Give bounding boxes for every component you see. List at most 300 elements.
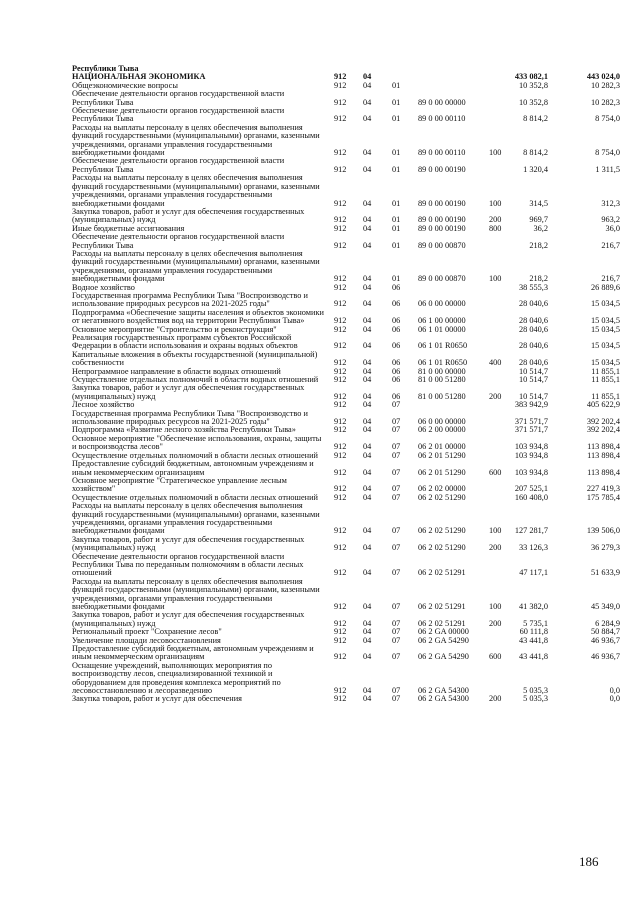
amount-first-year: 38 555,3	[518, 282, 548, 292]
amount-first-year: 28 040,6	[518, 316, 548, 326]
target-item-code: 06 2 02 51290	[418, 526, 466, 536]
ministry-code: 912	[334, 164, 347, 174]
ministry-code: 912	[334, 602, 347, 611]
section-code: 04	[363, 618, 372, 628]
amount-second-year: 45 349,0	[590, 602, 620, 611]
ministry-code: 912	[334, 366, 347, 376]
ministry-code: 912	[334, 72, 347, 82]
amount-first-year: 41 382,0	[518, 602, 548, 611]
amount-second-year: 36 279,3	[590, 543, 620, 553]
subsection-code: 01	[392, 274, 401, 284]
row-name: Расходы на выплаты персоналу в целях обеспечения выполнения функций государственными (муниципальными) органами, казенными учреждениями, органами управления государственными внебюджетными фондами	[72, 501, 320, 536]
section-code: 04	[363, 80, 372, 90]
amount-first-year: 36,2	[533, 223, 548, 233]
row-name: Осуществление отдельных полномочий в области лесных отношений	[72, 450, 318, 460]
row-name: Расходы на выплаты персоналу в целях обеспечения выполнения функций государственными (муниципальными) органами, казенными учреждениями, органами управления государственными внебюджетными фондами	[72, 248, 320, 284]
target-item-code: 06 2 GA 00000	[418, 627, 469, 637]
target-item-code: 06 2 GA 54290	[418, 635, 469, 645]
table-row	[72, 553, 620, 578]
ministry-code: 912	[334, 324, 347, 334]
subsection-code: 06	[392, 375, 401, 385]
amount-second-year: 15 034,5	[590, 316, 620, 326]
row-name: Основное мероприятие "Стратегическое управление лесным хозяйством"	[72, 475, 287, 494]
amount-second-year: 8 754,0	[595, 148, 620, 158]
expense-type-code: 100	[489, 602, 502, 611]
target-item-code: 06 2 02 51291	[418, 618, 466, 628]
subsection-code: 07	[392, 484, 401, 494]
section-code: 04	[363, 543, 372, 553]
row-name: Закупка товаров, работ и услуг для обеспечения	[72, 694, 242, 704]
amount-first-year: 218,2	[529, 274, 548, 284]
amount-second-year: 15 034,5	[590, 341, 620, 351]
target-item-code: 89 0 00 00190	[418, 223, 466, 233]
table-row	[72, 384, 620, 401]
expense-type-code: 100	[489, 274, 502, 284]
row-name: Расходы на выплаты персоналу в целях обеспечения выполнения функций государственными (муниципальными) органами, казенными учреждениями, органами управления государственными внебюджетными фондами	[72, 576, 320, 611]
section-code: 04	[363, 164, 372, 174]
section-code: 04	[363, 215, 372, 225]
subsection-code: 07	[392, 543, 401, 553]
target-item-code: 81 0 00 00000	[418, 366, 466, 376]
target-item-code: 89 0 00 00190	[418, 164, 466, 174]
subsection-code: 07	[392, 652, 401, 662]
amount-first-year: 33 126,3	[518, 543, 548, 553]
ministry-code: 912	[334, 467, 347, 477]
subsection-code: 01	[392, 114, 401, 124]
target-item-code: 81 0 00 51280	[418, 375, 466, 385]
row-name: Закупка товаров, работ и услуг для обеспечения государственных (муниципальных) нужд	[72, 610, 305, 628]
amount-first-year: 371 571,7	[514, 417, 548, 427]
amount-second-year: 50 884,7	[590, 627, 620, 637]
subsection-code: 06	[392, 358, 401, 368]
table-row	[72, 645, 620, 662]
expense-type-code: 100	[489, 526, 502, 536]
target-item-code: 06 2 02 51291	[418, 602, 466, 611]
amount-second-year: 26 889,6	[590, 282, 620, 292]
subsection-code: 06	[392, 299, 401, 309]
amount-second-year: 392 202,4	[586, 417, 620, 427]
expense-type-code: 200	[489, 618, 502, 628]
row-name: НАЦИОНАЛЬНАЯ ЭКОНОМИКА	[72, 72, 206, 82]
amount-first-year: 127 281,7	[514, 526, 548, 536]
table-row	[72, 536, 620, 553]
ministry-code: 912	[334, 114, 347, 124]
subsection-code: 01	[392, 164, 401, 174]
amount-second-year: 216,7	[601, 274, 620, 284]
section-code: 04	[363, 274, 372, 284]
section-code: 04	[363, 240, 372, 250]
amount-first-year: 103 934,8	[514, 442, 548, 452]
table-row	[72, 351, 620, 368]
subsection-code: 07	[392, 568, 401, 578]
row-name: Предоставление субсидий бюджетным, автономным учреждениям и иным некоммерческим организациям	[72, 644, 314, 662]
ministry-code: 912	[334, 484, 347, 494]
subsection-code: 07	[392, 526, 401, 536]
expense-type-code: 200	[489, 215, 502, 225]
amount-first-year: 10 514,7	[518, 366, 548, 376]
target-item-code: 81 0 00 51280	[418, 391, 466, 401]
table-row	[72, 695, 620, 703]
row-name: Расходы на выплаты персоналу в целях обеспечения выполнения функций государственными (муниципальными) органами, казенными учреждениями, органами управления государственными внебюджетными фондами	[72, 173, 320, 208]
row-name: Осуществление отдельных полномочий в области водных отношений	[72, 375, 319, 385]
budget-table	[72, 65, 620, 704]
section-code: 04	[363, 400, 372, 410]
amount-second-year: 10 282,3	[590, 80, 620, 90]
section-code: 04	[363, 299, 372, 309]
row-name: Обеспечение деятельности органов государственной власти Республики Тыва по переданным полномочиям в области лесных отношений	[72, 551, 304, 578]
amount-first-year: 10 352,8	[518, 97, 548, 107]
amount-second-year: 312,3	[601, 198, 620, 208]
ministry-code: 912	[334, 568, 347, 578]
ministry-code: 912	[334, 618, 347, 628]
row-name: Подпрограмма «Обеспечение защиты населения и объектов экономики от негативного воздействия вод на территории Республики Тыва»	[72, 307, 324, 326]
ministry-code: 912	[334, 442, 347, 452]
subsection-code: 06	[392, 282, 401, 292]
ministry-code: 912	[334, 686, 347, 696]
page-number: 186	[579, 854, 599, 869]
target-item-code: 06 0 00 00000	[418, 417, 466, 427]
amount-first-year: 160 408,0	[514, 492, 548, 502]
subsection-code: 01	[392, 97, 401, 107]
row-name: Закупка товаров, работ и услуг для обеспечения государственных (муниципальных) нужд	[72, 534, 305, 553]
section-code: 04	[363, 341, 372, 351]
subsection-code: 07	[392, 686, 401, 696]
row-name: Оснащение учреждений, выполняющих мероприятия по воспроизводству лесов, специализированной техникой и оборудованием для проведения комплекса мероприятий по лесовосстановлению и лесоразведению	[72, 660, 281, 696]
ministry-code: 912	[334, 148, 347, 158]
section-code: 04	[363, 114, 372, 124]
ministry-code: 912	[334, 492, 347, 502]
expense-type-code: 400	[489, 358, 502, 368]
subsection-code: 07	[392, 492, 401, 502]
subsection-code: 07	[392, 694, 401, 704]
row-name: Осуществление отдельных полномочий в области лесных отношений	[72, 492, 318, 502]
amount-first-year: 5 035,3	[523, 694, 548, 704]
subsection-code: 01	[392, 240, 401, 250]
section-code: 04	[363, 282, 372, 292]
section-code: 04	[363, 467, 372, 477]
target-item-code: 06 0 00 00000	[418, 299, 466, 309]
row-name: Иные бюджетные ассигнования	[72, 223, 185, 233]
ministry-code: 912	[334, 543, 347, 553]
table-row	[72, 292, 620, 309]
amount-first-year: 43 441,8	[518, 635, 548, 645]
row-name: Водное хозяйство	[72, 282, 135, 292]
ministry-code: 912	[334, 694, 347, 704]
expense-type-code: 100	[489, 198, 502, 208]
row-name: Региональный проект "Сохранение лесов"	[72, 627, 222, 637]
table-row	[72, 124, 620, 158]
amount-second-year: 1 311,5	[595, 164, 620, 174]
target-item-code: 06 2 02 51291	[418, 568, 466, 578]
amount-first-year: 10 514,7	[518, 391, 548, 401]
subsection-code: 07	[392, 417, 401, 427]
ministry-code: 912	[334, 316, 347, 326]
amount-first-year: 5 035,3	[523, 686, 548, 696]
target-item-code: 06 2 02 51290	[418, 492, 466, 502]
row-name: Общеэкономические вопросы	[72, 80, 178, 90]
section-code: 04	[363, 316, 372, 326]
section-code: 04	[363, 223, 372, 233]
expense-type-code: 200	[489, 543, 502, 553]
ministry-code: 912	[334, 417, 347, 427]
table-row	[72, 309, 620, 326]
amount-second-year: 36,0	[605, 223, 620, 233]
section-code: 04	[363, 72, 372, 82]
amount-first-year: 8 814,2	[523, 114, 548, 124]
target-item-code: 06 1 00 00000	[418, 316, 466, 326]
target-item-code: 89 0 00 00110	[418, 148, 466, 158]
ministry-code: 912	[334, 282, 347, 292]
amount-second-year: 113 898,4	[587, 467, 620, 477]
ministry-code: 912	[334, 80, 347, 90]
ministry-code: 912	[334, 240, 347, 250]
subsection-code: 07	[392, 635, 401, 645]
section-code: 04	[363, 198, 372, 208]
ministry-code: 912	[334, 526, 347, 536]
row-name: Обеспечение деятельности органов государственной власти Республики Тыва	[72, 89, 285, 107]
amount-second-year: 15 034,5	[590, 324, 620, 334]
row-name: Обеспечение деятельности органов государственной власти Республики Тыва	[72, 156, 285, 174]
section-code: 04	[363, 358, 372, 368]
ministry-code: 912	[334, 215, 347, 225]
table-row	[72, 578, 620, 612]
subsection-code: 07	[392, 425, 401, 435]
section-code: 04	[363, 635, 372, 645]
section-code: 04	[363, 442, 372, 452]
amount-second-year: 0,0	[609, 686, 620, 696]
row-name: Государственная программа Республики Тыва "Воспроизводство и использование природных ресурсов на 2021-2025 годы"	[72, 408, 308, 427]
amount-first-year: 5 735,1	[523, 618, 548, 628]
amount-second-year: 6 284,9	[595, 618, 620, 628]
section-code: 04	[363, 484, 372, 494]
amount-first-year: 8 814,2	[523, 148, 548, 158]
target-item-code: 06 2 01 51290	[418, 467, 466, 477]
target-item-code: 06 2 GA 54290	[418, 652, 469, 662]
ministry-code: 912	[334, 358, 347, 368]
ministry-code: 912	[334, 400, 347, 410]
target-item-code: 89 0 00 00870	[418, 274, 466, 284]
row-name: Непрограммное направление в области водных отношений	[72, 366, 281, 376]
expense-type-code: 200	[489, 694, 502, 704]
row-name: Государственная программа Республики Тыва "Воспроизводство и использование природных ресурсов на 2021-2025 годы"	[72, 290, 308, 309]
subsection-code: 06	[392, 391, 401, 401]
amount-first-year: 43 441,8	[518, 652, 548, 662]
target-item-code: 89 0 00 00190	[418, 198, 466, 208]
amount-first-year: 47 117,1	[519, 568, 548, 578]
amount-first-year: 314,5	[529, 198, 548, 208]
target-item-code: 06 2 02 51290	[418, 543, 466, 553]
subsection-code: 06	[392, 324, 401, 334]
amount-second-year: 392 202,4	[586, 425, 620, 435]
expense-type-code: 600	[489, 652, 502, 662]
amount-second-year: 11 855,1	[591, 366, 620, 376]
table-row	[72, 90, 620, 107]
target-item-code: 06 2 01 51290	[418, 450, 466, 460]
section-code: 04	[363, 627, 372, 637]
amount-second-year: 10 282,3	[590, 97, 620, 107]
row-name: Подпрограмма «Развитие лесного хозяйства Республики Тыва»	[72, 425, 296, 435]
section-code: 04	[363, 417, 372, 427]
amount-second-year: 15 034,5	[590, 358, 620, 368]
amount-second-year: 963,2	[601, 215, 620, 225]
amount-first-year: 103 934,8	[514, 467, 548, 477]
amount-first-year: 60 111,8	[519, 627, 548, 637]
row-name: Республики Тыва	[72, 64, 139, 73]
row-name: Капитальные вложения в объекты государственной (муниципальной) собственности	[72, 349, 318, 368]
ministry-code: 912	[334, 299, 347, 309]
subsection-code: 01	[392, 223, 401, 233]
subsection-code: 06	[392, 316, 401, 326]
amount-second-year: 175 785,4	[586, 492, 620, 502]
table-row	[72, 233, 620, 250]
table-row	[72, 460, 620, 477]
ministry-code: 912	[334, 198, 347, 208]
amount-second-year: 15 034,5	[590, 299, 620, 309]
amount-second-year: 405 622,9	[586, 400, 620, 410]
ministry-code: 912	[334, 97, 347, 107]
amount-first-year: 28 040,6	[518, 324, 548, 334]
section-code: 04	[363, 324, 372, 334]
ministry-code: 912	[334, 341, 347, 351]
target-item-code: 89 0 00 00870	[418, 240, 466, 250]
row-name: Основное мероприятие "Строительство и реконструкция"	[72, 324, 277, 334]
subsection-code: 07	[392, 627, 401, 637]
amount-first-year: 10 514,7	[518, 375, 548, 385]
target-item-code: 06 2 GA 54300	[418, 694, 469, 704]
row-name: Закупка товаров, работ и услуг для обеспечения государственных (муниципальных) нужд	[72, 383, 305, 401]
target-item-code: 06 2 01 00000	[418, 442, 466, 452]
target-item-code: 89 0 00 00000	[418, 97, 466, 107]
target-item-code: 06 2 GA 54300	[418, 686, 469, 696]
table-row	[72, 174, 620, 208]
ministry-code: 912	[334, 274, 347, 284]
subsection-code: 07	[392, 602, 401, 611]
table-row	[72, 334, 620, 351]
amount-second-year: 0,0	[609, 694, 620, 704]
row-name: Закупка товаров, работ и услуг для обеспечения государственных (муниципальных) нужд	[72, 206, 305, 225]
table-row	[72, 410, 620, 427]
row-name: Увеличение площади лесовосстановления	[72, 635, 221, 645]
target-item-code: 06 1 01 00000	[418, 324, 466, 334]
expense-type-code: 200	[489, 391, 502, 401]
amount-second-year: 113 898,4	[587, 442, 620, 452]
section-code: 04	[363, 568, 372, 578]
expense-type-code: 100	[489, 148, 502, 158]
amount-first-year: 207 525,1	[514, 484, 548, 494]
row-name: Обеспечение деятельности органов государственной власти Республики Тыва	[72, 106, 285, 124]
table-row	[72, 502, 620, 536]
amount-second-year: 227 419,3	[586, 484, 620, 494]
ministry-code: 912	[334, 635, 347, 645]
subsection-code: 07	[392, 467, 401, 477]
section-code: 04	[363, 526, 372, 536]
target-item-code: 06 1 01 R0650	[418, 358, 468, 368]
table-row	[72, 435, 620, 452]
amount-first-year: 28 040,6	[518, 358, 548, 368]
amount-first-year: 371 571,7	[514, 425, 548, 435]
amount-first-year: 10 352,8	[518, 80, 548, 90]
target-item-code: 89 0 00 00110	[418, 114, 466, 124]
section-code: 04	[363, 375, 372, 385]
target-item-code: 89 0 00 00190	[418, 215, 466, 225]
row-name: Основное мероприятие "Обеспечение использования, охраны, защиты и воспроизводства лесов"	[72, 433, 322, 452]
subsection-code: 07	[392, 442, 401, 452]
subsection-code: 06	[392, 366, 401, 376]
table-row	[72, 208, 620, 225]
amount-first-year: 28 040,6	[518, 299, 548, 309]
ministry-code: 912	[334, 391, 347, 401]
section-code: 04	[363, 492, 372, 502]
section-code: 04	[363, 686, 372, 696]
row-name: Лесное хозяйство	[72, 400, 135, 410]
table-row	[72, 611, 620, 628]
amount-second-year: 113 898,4	[587, 450, 620, 460]
amount-first-year: 433 082,1	[514, 72, 548, 82]
amount-second-year: 51 633,9	[590, 568, 620, 578]
amount-second-year: 46 936,7	[590, 652, 620, 662]
amount-second-year: 11 855,1	[591, 375, 620, 385]
amount-second-year: 139 506,0	[586, 526, 620, 536]
subsection-code: 07	[392, 400, 401, 410]
subsection-code: 07	[392, 450, 401, 460]
ministry-code: 912	[334, 375, 347, 385]
subsection-code: 01	[392, 148, 401, 158]
table-row	[72, 662, 620, 696]
subsection-code: 01	[392, 198, 401, 208]
row-name: Предоставление субсидий бюджетным, автономным учреждениям и иным некоммерческим организациям	[72, 459, 314, 477]
section-code: 04	[363, 694, 372, 704]
section-code: 04	[363, 602, 372, 611]
section-code: 04	[363, 148, 372, 158]
ministry-code: 912	[334, 425, 347, 435]
target-item-code: 06 1 01 R0650	[418, 341, 468, 351]
ministry-code: 912	[334, 450, 347, 460]
amount-second-year: 46 936,7	[590, 635, 620, 645]
row-name: Реализация государственных программ субъектов Российской Федерации в области использования и охраны водных объектов	[72, 333, 298, 351]
section-code: 04	[363, 425, 372, 435]
amount-second-year: 11 855,1	[591, 391, 620, 401]
table-row	[72, 157, 620, 174]
subsection-code: 01	[392, 80, 401, 90]
target-item-code: 06 2 02 00000	[418, 484, 466, 494]
section-code: 04	[363, 652, 372, 662]
table-row	[72, 250, 620, 284]
section-code: 04	[363, 97, 372, 107]
expense-type-code: 800	[489, 223, 502, 233]
section-code: 04	[363, 391, 372, 401]
ministry-code: 912	[334, 652, 347, 662]
section-code: 04	[363, 450, 372, 460]
amount-second-year: 216,7	[601, 240, 620, 250]
amount-second-year: 8 754,0	[595, 114, 620, 124]
row-name: Обеспечение деятельности органов государственной власти Республики Тыва	[72, 232, 285, 250]
amount-first-year: 28 040,6	[518, 341, 548, 351]
ministry-code: 912	[334, 223, 347, 233]
target-item-code: 06 2 00 00000	[418, 425, 466, 435]
amount-first-year: 383 942,9	[514, 400, 548, 410]
row-name: Расходы на выплаты персоналу в целях обеспечения выполнения функций государственными (муниципальными) органами, казенными учреждениями, органами управления государственными внебюджетными фондами	[72, 122, 320, 158]
amount-first-year: 218,2	[529, 240, 548, 250]
subsection-code: 07	[392, 618, 401, 628]
ministry-code: 912	[334, 627, 347, 637]
expense-type-code: 600	[489, 467, 502, 477]
table-row	[72, 107, 620, 124]
amount-first-year: 969,7	[529, 215, 548, 225]
amount-first-year: 1 320,4	[523, 164, 548, 174]
amount-first-year: 103 934,8	[514, 450, 548, 460]
subsection-code: 01	[392, 215, 401, 225]
section-code: 04	[363, 366, 372, 376]
